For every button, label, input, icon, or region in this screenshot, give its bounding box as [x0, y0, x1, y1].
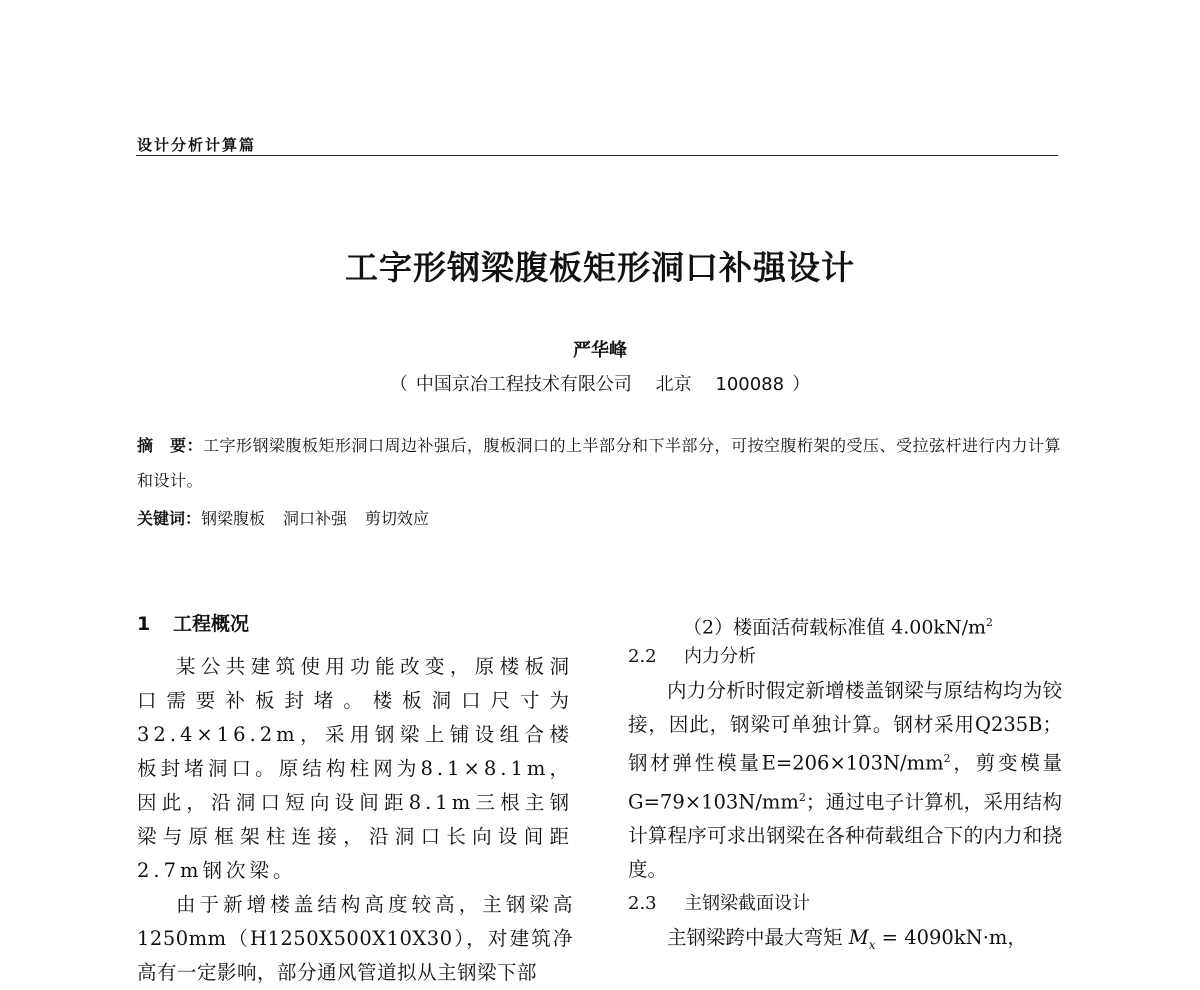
- body-paragraph: [628, 674, 1062, 887]
- affiliation-close: ）: [792, 374, 811, 395]
- affiliation-org: 中国京冶工程技术有限公司: [415, 374, 632, 395]
- header-rule: [136, 155, 1058, 156]
- subsection-heading: [628, 887, 1062, 921]
- keyword: 剪切效应: [365, 509, 430, 528]
- affiliation-city: 北京: [655, 374, 692, 395]
- affiliation: [0, 370, 1200, 396]
- section-tag: 设计分析计算篇: [137, 136, 257, 154]
- para-prefix: 主钢梁跨中最大弯矩: [667, 926, 843, 949]
- affiliation-open: （: [389, 374, 408, 395]
- moment-value: = 4090kN·m，: [881, 926, 1027, 949]
- abstract-label: 摘 要：: [137, 436, 204, 455]
- keyword: 钢梁腹板: [201, 509, 266, 528]
- body-paragraph: 由于新增楼盖结构高度较高，主钢梁高1250mm（H1250X500X10X30），对建筑净高有一定影响，部分通风管道拟从主钢梁下部: [137, 893, 573, 984]
- abstract-text: 工字形钢梁腹板矩形洞口周边补强后，腹板洞口的上半部分和下半部分，可按空腹桁架的受压、受拉弦杆进行内力计算和设计。: [137, 436, 1062, 490]
- subsection-number: 2.2: [628, 646, 657, 667]
- superscript: 2: [943, 752, 951, 765]
- body-paragraph: [628, 921, 1062, 962]
- paper-title: 工字形钢梁腹板矩形洞口补强设计: [345, 248, 855, 287]
- section-number: 1: [137, 613, 151, 635]
- moment-subscript: x: [868, 937, 876, 952]
- moment-symbol: M: [848, 926, 869, 949]
- subsection-title: 内力分析: [684, 646, 756, 667]
- subsection-number: 2.3: [628, 893, 657, 914]
- keywords-label: 关键词：: [137, 509, 202, 528]
- left-column: [137, 608, 573, 990]
- para-part: 内力分析时假定新增楼盖钢梁与原结构均为铰接，因此，钢梁可单独计算。钢材采用Q235B；钢材弹性模量E=206×103N/mm: [628, 679, 1062, 775]
- section-title: 工程概况: [173, 613, 250, 635]
- live-load-item: [628, 606, 1062, 640]
- abstract: [137, 428, 1062, 498]
- live-load-sup: 2: [986, 616, 993, 629]
- author-name: 严华峰: [573, 340, 627, 361]
- affiliation-postcode: 100088: [715, 374, 785, 395]
- right-column: [628, 606, 1062, 962]
- para-part: ，剪变模量G=79×103N/mm: [628, 751, 1062, 813]
- section-heading: [137, 608, 573, 640]
- body-paragraph: 某公共建筑使用功能改变，原楼板洞口需要补板封堵。楼板洞口尺寸为32.4×16.2m，采用钢梁上铺设组合楼板封堵洞口。原结构柱网为8.1×8.1m，因此，沿洞口短向设间距8.1m三根主钢梁与原框架柱连接，沿洞口长向设间距2.7m钢次梁。: [137, 655, 573, 882]
- keyword: 洞口补强: [283, 509, 348, 528]
- para-part: ；通过电子计算机，采用结构计算程序可求出钢梁在各种荷载组合下的内力和挠度。: [628, 790, 1062, 881]
- subsection-title: 主钢梁截面设计: [684, 893, 810, 914]
- live-load-text: （2）楼面活荷载标准值 4.00kN/m: [683, 616, 986, 639]
- superscript: 2: [798, 790, 806, 804]
- keywords: [137, 507, 1062, 531]
- subsection-heading: [628, 640, 1062, 674]
